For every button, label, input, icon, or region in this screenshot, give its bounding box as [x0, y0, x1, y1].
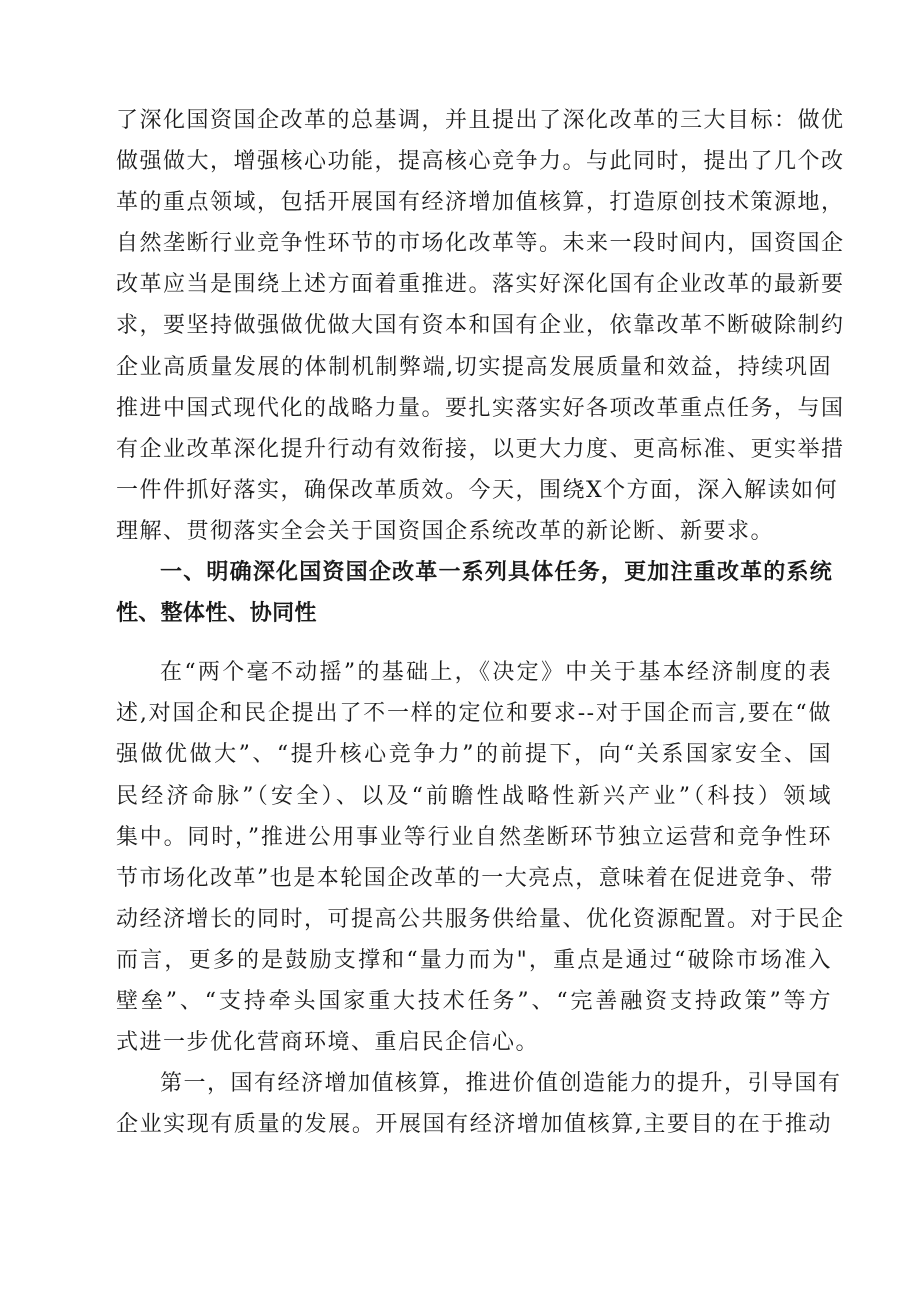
text-line: 自然垄断行业竞争性环节的市场化改革等。未来一段时间内，国资国企 [116, 231, 845, 257]
text-line: 集中。同时，”推进公用事业等行业自然垄断环节独立运营和竞争性环 [116, 824, 832, 850]
text-line: 企业实现有质量的发展。开展国有经济增加值核算,主要目的在于推动 [116, 1112, 832, 1138]
paragraph-intro [116, 100, 845, 552]
text-line: 改革应当是围绕上述方面着重推进。落实好深化国有企业改革的最新要 [116, 272, 845, 298]
paragraph-basic-economic-system [116, 652, 845, 1063]
text-line: 壁垒”、“支持牵头国家重大技术任务”、“完善融资支持政策”等方 [116, 988, 832, 1014]
section-heading-1 [116, 552, 832, 634]
text-line: 做强做大，增强核心功能，提高核心竞争力。与此同时，提出了几个改 [116, 149, 845, 175]
text-line: 一件件抓好落实，确保改革质效。今天，围绕X个方面，深入解读如何 [116, 477, 839, 503]
text-line: 推进中国式现代化的战略力量。要扎实落实好各项改革重点任务，与国 [116, 395, 845, 421]
text-line: 民经济命脉”（安全）、以及“前瞻性战略性新兴产业”（科技）领域 [116, 783, 832, 809]
text-line: 有企业改革深化提升行动有效衔接，以更大力度、更高标准、更实举措 [116, 436, 845, 462]
document-body [116, 100, 845, 1145]
text-line: 企业高质量发展的体制机制弊端,切实提高发展质量和效益，持续巩固 [116, 354, 832, 380]
text-line: 而言，更多的是鼓励支撑和“量力而为"，重点是通过“破除市场准入 [116, 947, 832, 973]
text-line: 动经济增长的同时，可提高公共服务供给量、优化资源配置。对于民企 [116, 906, 845, 932]
heading-line: 性、整体性、协同性 [116, 601, 317, 627]
text-line: 在“两个毫不动摇”的基础上，《决定》中关于基本经济制度的表 [160, 660, 832, 686]
text-line: 第一，国有经济增加值核算，推进价值创造能力的提升，引导国有 [160, 1071, 842, 1097]
text-line: 理解、贯彻落实全会关于国资国企系统改革的新论断、新要求。 [116, 518, 775, 544]
text-line: 强做优做大”、“提升核心竞争力”的前提下，向“关系国家安全、国 [116, 742, 832, 768]
text-line: 革的重点领域，包括开展国有经济增加值核算，打造原创技术策源地， [116, 190, 845, 216]
text-line: 求，要坚持做强做优做大国有资本和国有企业，依靠改革不断破除制约 [116, 313, 845, 339]
text-line: 了深化国资国企改革的总基调，并且提出了深化改革的三大目标：做优 [116, 108, 845, 133]
paragraph-value-added-accounting [116, 1063, 842, 1145]
text-line: 述,对国企和民企提出了不一样的定位和要求--对于国企而言,要在“做 [116, 701, 832, 727]
text-line: 节市场化改革”也是本轮国企改革的一大亮点，意味着在促进竞争、带 [116, 865, 834, 891]
text-line: 式进一步优化营商环境、重启民企信心。 [116, 1030, 540, 1056]
heading-line: 一、明确深化国资国企改革一系列具体任务，更加注重改革的系统 [160, 560, 832, 586]
